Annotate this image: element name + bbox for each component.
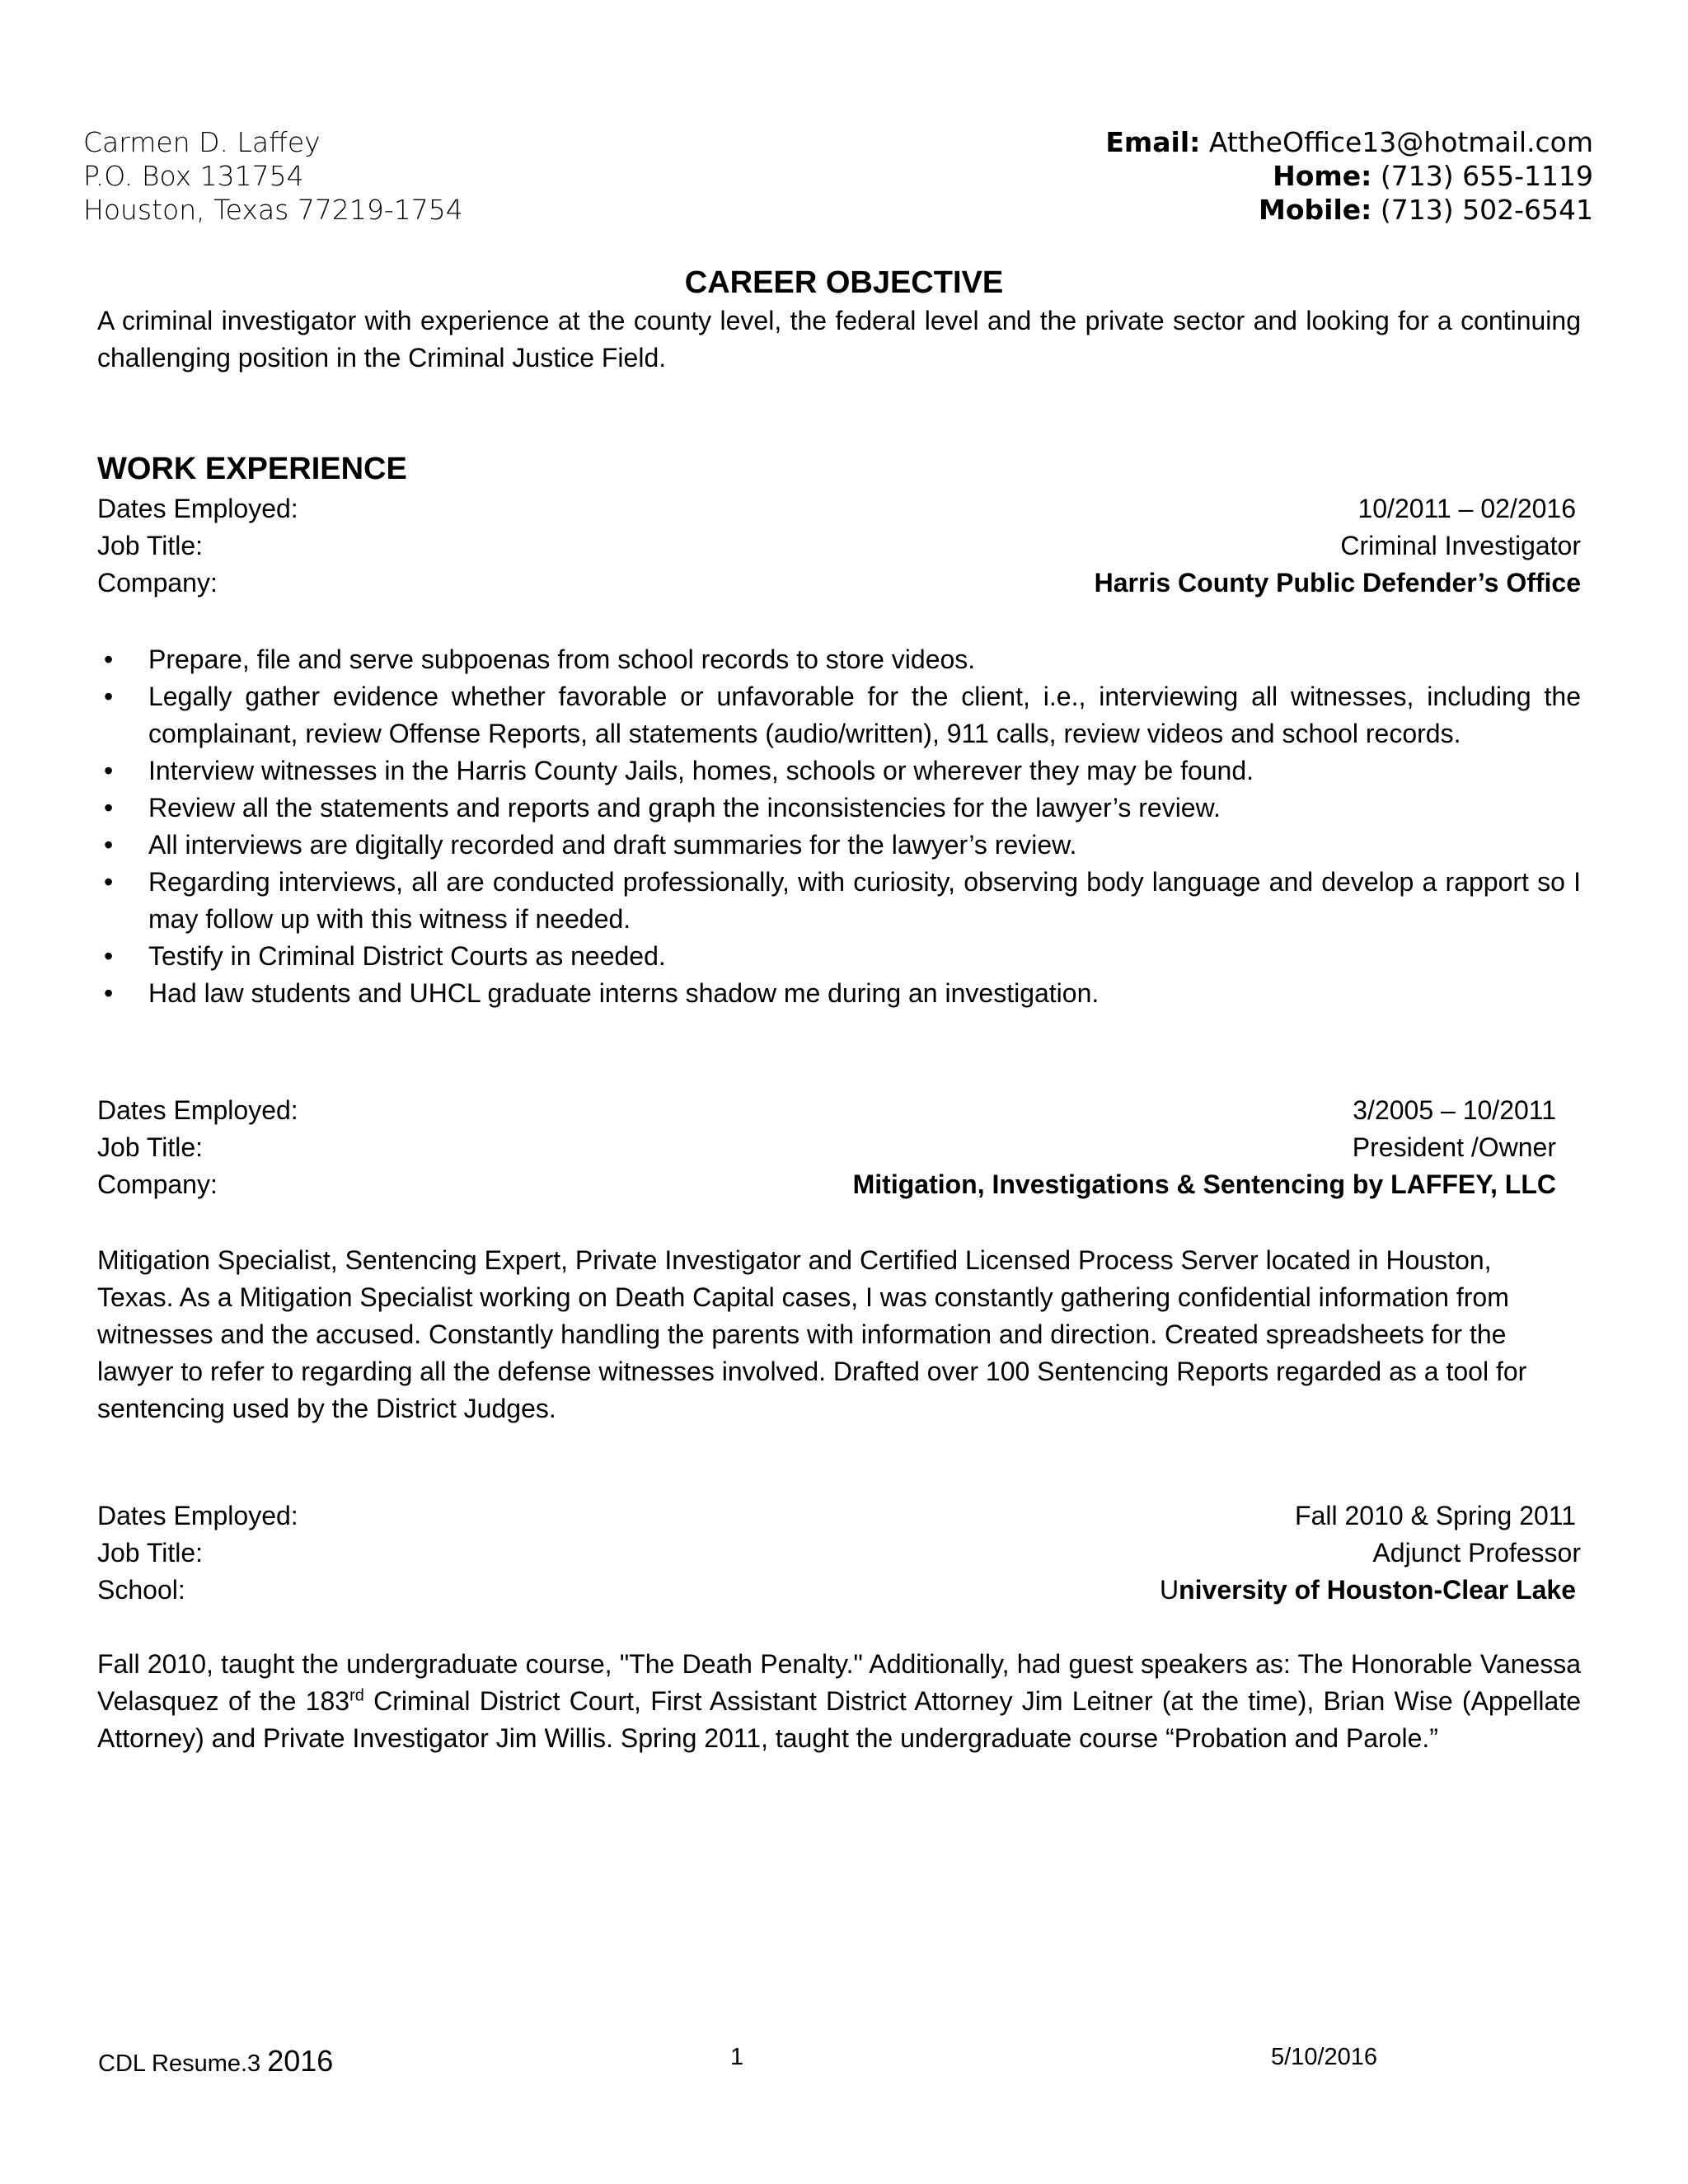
bullet-icon: • [104, 867, 114, 897]
list-item [97, 938, 1581, 975]
duty-text: Regarding interviews, all are conducted professionally, with curiosity, observing body language and develop a rapport so I may follow up with this witness if needed. [148, 867, 1581, 934]
description-part-1: Fall 2010, taught the undergraduate course, "The Death Penalty." Additionally, had guest speakers as: The Honorable Vanessa Velasquez of the 183 [97, 1649, 1581, 1716]
bullet-icon: • [104, 644, 114, 674]
job-2-company-row [97, 1166, 1556, 1203]
job-2-description: Mitigation Specialist, Sentencing Expert, Private Investigator and Certified Licensed Process Server located in Houston, Texas. As a Mitigation Specialist working on Death Capital cases, I was constantly gathering confidential information from witnesses and the accused. Constantly handling the parents with information and direction. Created spreadsheets for the lawyer to refer to regarding all the defense witnesses involved. Drafted over 100 Sentencing Reports regarded as a tool for sentencing used by the District Judges. [97, 1245, 1527, 1423]
school-value [1160, 1572, 1576, 1609]
footer-date: 5/10/2016 [1271, 2044, 1378, 2070]
bullet-icon: • [104, 941, 114, 971]
bullet-icon: • [104, 830, 114, 860]
job-2-title-row [97, 1129, 1556, 1166]
footer-doc-year: 2016 [267, 2044, 334, 2078]
list-item [97, 975, 1581, 1012]
mobile-phone-value: (713) 502-6541 [1380, 194, 1593, 226]
job-1-duties-list [97, 641, 1581, 1012]
footer-doc-label: CDL Resume.3 [98, 2050, 268, 2077]
dates-label: Dates Employed: [97, 1501, 298, 1530]
description-part-2: Criminal District Court, First Assistant District Attorney Jim Leitner (at the time), Brian Wise (Appellate Attorney) and Private Investigator Jim Willis. Spring 2011, taught the undergraduate course “Probation and Parole.” [97, 1686, 1582, 1753]
job-title-value: Adjunct Professor [1372, 1538, 1581, 1568]
job-3-dates-row [97, 1497, 1576, 1535]
bullet-icon: • [104, 978, 114, 1008]
duty-text: All interviews are digitally recorded and draft summaries for the lawyer’s review. [148, 830, 1077, 860]
contact-name: Carmen D. Laffey [83, 126, 321, 158]
contact-email-row [1105, 125, 1593, 159]
job-3-header [97, 1497, 1581, 1609]
dates-value: 10/2011 – 02/2016 [1357, 494, 1576, 523]
contact-address-line2: Houston, Texas 77219-1754 [83, 194, 463, 226]
list-item [97, 752, 1581, 790]
duty-text: Testify in Criminal District Courts as needed. [148, 941, 666, 971]
duty-text: Review all the statements and reports and graph the inconsistencies for the lawyer’s review. [148, 793, 1221, 823]
company-label: Company: [97, 568, 218, 598]
duty-text: Had law students and UHCL graduate interns shadow me during an investigation. [148, 978, 1100, 1008]
dates-value: 3/2005 – 10/2011 [1353, 1095, 1556, 1125]
job-title-label: Job Title: [97, 1538, 204, 1568]
duty-text: Legally gather evidence whether favorable or unfavorable for the client, i.e., interviewing all witnesses, including the complainant, review Offense Reports, all statements (audio/written), 911 calls, review videos and school records. [148, 682, 1581, 748]
job-title-label: Job Title: [97, 531, 204, 560]
footer-page-number: 1 [730, 2044, 744, 2070]
job-2-dates-row [97, 1092, 1556, 1129]
job-1-title-row [97, 527, 1581, 565]
company-value: Harris County Public Defender’s Office [1094, 568, 1581, 598]
bullet-icon: • [104, 682, 114, 711]
company-label: Company: [97, 1169, 218, 1199]
bullet-icon: • [104, 793, 114, 823]
list-item [97, 790, 1581, 827]
mobile-phone-label: Mobile: [1259, 194, 1372, 226]
duty-text: Prepare, file and serve subpoenas from school records to store videos. [148, 644, 976, 674]
email-label: Email: [1105, 126, 1201, 158]
dates-label: Dates Employed: [97, 1095, 298, 1125]
job-3-school-row [97, 1572, 1576, 1609]
home-phone-value: (713) 655-1119 [1380, 160, 1593, 192]
school-label: School: [97, 1575, 185, 1605]
ordinal-suffix: rd [349, 1686, 364, 1705]
home-phone-label: Home: [1273, 160, 1372, 192]
job-2-header [97, 1092, 1556, 1203]
company-value: Mitigation, Investigations & Sentencing by LAFFEY, LLC [852, 1169, 1556, 1199]
school-value-rest: niversity of Houston-Clear Lake [1179, 1575, 1576, 1605]
job-1-company-row [97, 565, 1581, 602]
dates-value: Fall 2010 & Spring 2011 [1295, 1501, 1576, 1530]
duty-text: Interview witnesses in the Harris County Jails, homes, schools or wherever they may be found. [148, 756, 1254, 785]
bullet-icon: • [104, 756, 114, 785]
contact-address-line1: P.O. Box 131754 [83, 160, 304, 192]
career-objective-text: A criminal investigator with experience at the county level, the federal level and the private sector and looking for a continuing challenging position in the Criminal Justice Field. [97, 306, 1581, 373]
list-item [97, 678, 1581, 752]
work-experience-heading: WORK EXPERIENCE [97, 452, 407, 486]
job-title-value: President /Owner [1352, 1132, 1556, 1162]
job-title-label: Job Title: [97, 1132, 204, 1162]
contact-mobile-row [1105, 193, 1593, 227]
contact-address-block [83, 125, 463, 227]
list-item [97, 827, 1581, 864]
list-item [97, 864, 1581, 938]
dates-label: Dates Employed: [97, 494, 298, 523]
footer-doc-name [98, 2044, 333, 2079]
contact-home-row [1105, 159, 1593, 193]
job-3-title-row [97, 1535, 1581, 1572]
list-item [97, 641, 1581, 678]
school-value-initial: U [1160, 1575, 1179, 1605]
job-title-value: Criminal Investigator [1340, 531, 1581, 560]
job-1-dates-row [97, 490, 1581, 527]
job-1-header [97, 490, 1581, 602]
career-objective-heading: CAREER OBJECTIVE [684, 265, 1004, 300]
email-value[interactable]: AttheOffice13@hotmail.com [1208, 126, 1593, 158]
job-3-description [97, 1646, 1581, 1757]
contact-phone-email-block [1105, 125, 1593, 227]
